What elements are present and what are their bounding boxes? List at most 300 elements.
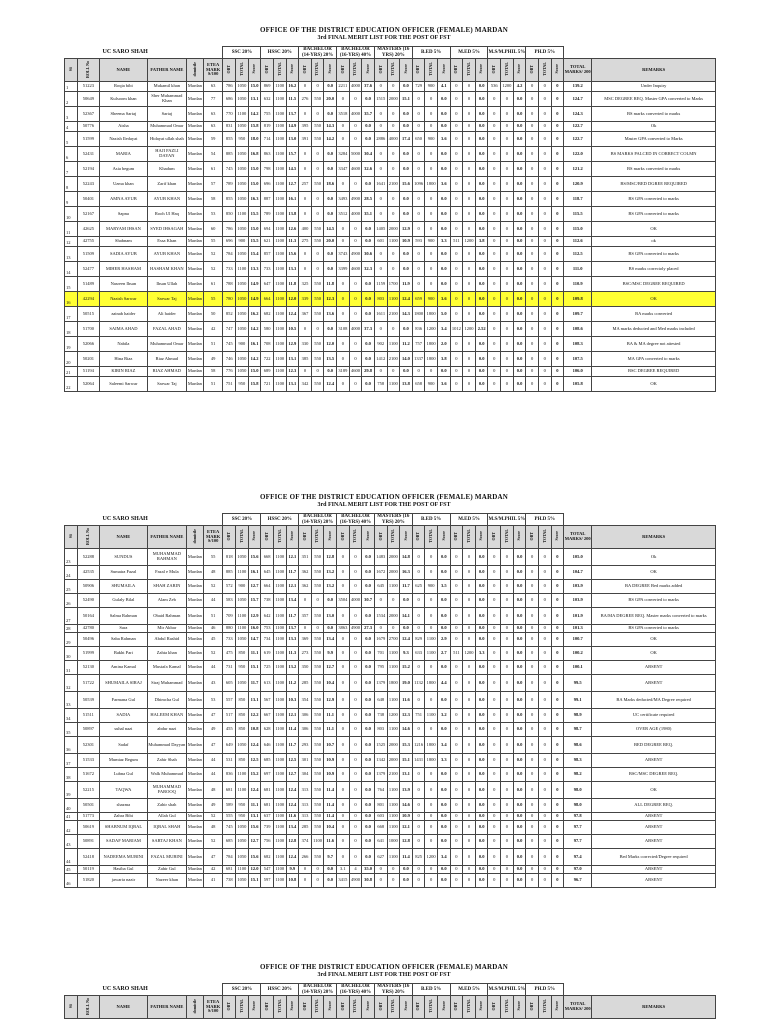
phd-obt: 0 xyxy=(526,608,539,625)
hssc-obt: 685 xyxy=(261,754,274,768)
med-score: 0.0 xyxy=(475,222,488,237)
hssc-score: 13.4 xyxy=(286,594,299,608)
b14-obt: 395 xyxy=(299,122,312,132)
ms-score: 11.2 xyxy=(400,337,413,352)
bed-obt: 0 xyxy=(412,799,425,813)
b14-obt: 0 xyxy=(299,322,312,337)
bed-obt: 0 xyxy=(412,625,425,633)
sub-header-5-0 xyxy=(412,526,425,549)
roll-number: 51511 xyxy=(77,709,99,723)
ssc-total: 1050 xyxy=(236,247,249,262)
candidate-name: NADEEMA MUBINI xyxy=(100,849,148,866)
phd-obt: 0 xyxy=(526,337,539,352)
table-row xyxy=(65,292,716,307)
hssc-total: 1100 xyxy=(273,247,286,262)
roll-number: 51820 xyxy=(77,874,99,888)
phd-score: 0 xyxy=(551,866,564,874)
group-header-5: B.ED 5% xyxy=(412,984,450,996)
sub-header-text: Score xyxy=(327,1001,333,1011)
med-score: 0.0 xyxy=(475,709,488,723)
bed-total: 0 xyxy=(425,835,438,849)
b14-score: 10.4 xyxy=(324,675,337,692)
ssc-total: 1050 xyxy=(236,675,249,692)
b14-score: 11.6 xyxy=(324,835,337,849)
hssc-obt: 738 xyxy=(261,594,274,608)
bed-score: 0.0 xyxy=(437,207,450,222)
domicile: Mardan xyxy=(186,874,203,888)
b16-score: 0.0 xyxy=(362,177,375,192)
ssc-score: 18.0 xyxy=(248,132,261,147)
ms-total: 1100 xyxy=(387,821,400,835)
roll-number: 52418 xyxy=(77,849,99,866)
mph-obt: 0 xyxy=(488,754,501,768)
serial-number: 23 xyxy=(65,549,78,566)
phd-total: 0 xyxy=(538,337,551,352)
remarks-header-spacer xyxy=(592,984,716,996)
sub-header-text: Score xyxy=(327,531,333,541)
phd-score: 0 xyxy=(551,692,564,709)
ssc-total: 1100 xyxy=(236,866,249,874)
ms-obt: 2886 xyxy=(374,132,387,147)
table-row xyxy=(65,192,716,207)
total-marks: 111.0 xyxy=(564,262,592,277)
roll-number: 42755 xyxy=(77,237,99,247)
hssc-total: 1100 xyxy=(273,352,286,367)
domicile-header-text: domicile xyxy=(191,528,197,544)
sub-header-5-2 xyxy=(437,996,450,1019)
b16-total: 4000 xyxy=(349,82,362,92)
med-score: 0.0 xyxy=(475,813,488,821)
b14-total: 550 xyxy=(311,352,324,367)
ssc-total: 1050 xyxy=(236,367,249,377)
bed-score: 0.0 xyxy=(437,661,450,675)
remarks: OK xyxy=(592,633,716,647)
phd-score: 0 xyxy=(551,566,564,580)
etea-marks: 61 xyxy=(203,162,223,177)
sub-header-text: Score xyxy=(251,531,257,541)
sub-header-text: Score xyxy=(327,64,333,74)
ms-total: 1100 xyxy=(387,813,400,821)
b14-total: 550 xyxy=(311,709,324,723)
remarks: OK xyxy=(592,292,716,307)
b14-score: 13.2 xyxy=(324,580,337,594)
b14-total: 0 xyxy=(311,322,324,337)
ssc-obt: 475 xyxy=(223,647,236,661)
group-header-3: BACHELOR (16-YRS) 40% xyxy=(337,514,375,526)
merit-table-2 xyxy=(64,513,716,888)
b14-score: 12.3 xyxy=(324,292,337,307)
med-obt: 0 xyxy=(450,566,463,580)
ssc-score: 10.8 xyxy=(248,723,261,737)
ssc-score: 14.2 xyxy=(248,352,261,367)
sub-header-text: TOTAL xyxy=(427,529,433,543)
father-name: Ali haider xyxy=(147,307,186,322)
bed-score: 3.6 xyxy=(437,177,450,192)
med-score: 0.0 xyxy=(475,849,488,866)
candidate-name: Sara xyxy=(100,625,148,633)
phd-score: 0 xyxy=(551,874,564,888)
hssc-total: 1100 xyxy=(273,132,286,147)
sub-header-text: TOTAL xyxy=(390,62,396,76)
b16-total: 0 xyxy=(349,835,362,849)
bed-obt: 0 xyxy=(412,874,425,888)
sub-header-3-2 xyxy=(362,996,375,1019)
serial-number: 37 xyxy=(65,754,78,768)
b14-obt: 304 xyxy=(299,768,312,782)
hssc-score: 11.3 xyxy=(286,237,299,247)
table-row xyxy=(65,82,716,92)
ms-obt: 0 xyxy=(374,866,387,874)
etea-marks: 50 xyxy=(203,307,223,322)
total-marks: 115.5 xyxy=(564,207,592,222)
b16-obt: 3189 xyxy=(337,367,350,377)
total-marks: 97.7 xyxy=(564,835,592,849)
med-obt: 0 xyxy=(450,147,463,162)
phd-score: 0 xyxy=(551,835,564,849)
roll-number: 51489 xyxy=(77,277,99,292)
father-name: Zahir Gul xyxy=(147,866,186,874)
table-row xyxy=(65,222,716,237)
med-score: 0.0 xyxy=(475,566,488,580)
total-marks: 109.7 xyxy=(564,307,592,322)
ms-obt: 0 xyxy=(374,625,387,633)
hssc-total: 1100 xyxy=(273,292,286,307)
ms-total: 0 xyxy=(387,594,400,608)
phd-obt: 0 xyxy=(526,107,539,122)
med-score: 0.0 xyxy=(475,192,488,207)
bed-total: 0 xyxy=(425,799,438,813)
b16-score: 0.0 xyxy=(362,377,375,392)
hssc-total: 1100 xyxy=(273,625,286,633)
father-name: Allah Gul xyxy=(147,813,186,821)
b14-obt: 362 xyxy=(299,566,312,580)
mph-obt: 0 xyxy=(488,821,501,835)
phd-total: 0 xyxy=(538,633,551,647)
ms-total: 0 xyxy=(387,82,400,92)
b14-obt: 369 xyxy=(299,633,312,647)
table-row xyxy=(65,122,716,132)
sub-header-text: OBT xyxy=(301,1001,307,1011)
father-name: Zarif khan xyxy=(147,177,186,192)
hssc-obt: 664 xyxy=(261,292,274,307)
hssc-score: 11.6 xyxy=(286,813,299,821)
ssc-score: 12.5 xyxy=(248,754,261,768)
bed-score: 3.3 xyxy=(437,237,450,247)
hssc-obt: 613 xyxy=(261,675,274,692)
bed-total: 1800 xyxy=(425,754,438,768)
mph-total: 0 xyxy=(501,352,514,367)
b14-score: 20.0 xyxy=(324,92,337,107)
b16-obt: 0 xyxy=(337,723,350,737)
table-row xyxy=(65,566,716,580)
candidate-name: AMNA AYUB xyxy=(100,192,148,207)
b14-total: 550 xyxy=(311,566,324,580)
med-score: 0.0 xyxy=(475,177,488,192)
group-header-1: HSSC 20% xyxy=(261,984,299,996)
candidate-name: SADIA AYUB xyxy=(100,247,148,262)
candidate-name: Shabnam xyxy=(100,237,148,247)
b14-score: 10.9 xyxy=(324,754,337,768)
b14-score: 0.0 xyxy=(324,625,337,633)
mph-obt: 0 xyxy=(488,849,501,866)
group-header-0: SSC 20% xyxy=(223,984,261,996)
b14-total: 550 xyxy=(311,292,324,307)
roll-number: 52167 xyxy=(77,207,99,222)
ssc-score: 13.3 xyxy=(248,262,261,277)
phd-obt: 0 xyxy=(526,754,539,768)
table-row xyxy=(65,821,716,835)
mph-score: 0.0 xyxy=(513,107,526,122)
med-score: 0.0 xyxy=(475,625,488,633)
b16-score: 0.0 xyxy=(362,849,375,866)
sub-header-text: Score xyxy=(289,64,295,74)
father-name: MUHAMMAD FAROOQ xyxy=(147,782,186,799)
med-total: 0 xyxy=(463,367,476,377)
roll-number: 50201 xyxy=(77,352,99,367)
b14-score: 0.0 xyxy=(324,262,337,277)
bed-score: 0.0 xyxy=(437,222,450,237)
father-header-text: FATHER NAME xyxy=(150,533,184,539)
ssc-score: 13.1 xyxy=(248,692,261,709)
total-marks: 139.2 xyxy=(564,82,592,92)
ssc-obt: 786 xyxy=(223,82,236,92)
hssc-obt: 681 xyxy=(261,782,274,799)
phd-obt: 0 xyxy=(526,768,539,782)
b14-obt: 362 xyxy=(299,580,312,594)
hssc-obt: 863 xyxy=(261,147,274,162)
bed-score: 2.0 xyxy=(437,337,450,352)
etea-marks: 53 xyxy=(203,207,223,222)
b14-score: 12.8 xyxy=(324,549,337,566)
phd-total: 0 xyxy=(538,307,551,322)
b16-score: 30.6 xyxy=(362,247,375,262)
b16-total: 0 xyxy=(349,821,362,835)
med-obt: 0 xyxy=(450,835,463,849)
ms-obt: 1342 xyxy=(374,754,387,768)
phd-total: 0 xyxy=(538,874,551,888)
b14-total: 0 xyxy=(311,367,324,377)
b16-obt: 0 xyxy=(337,692,350,709)
ssc-obt: 855 xyxy=(223,132,236,147)
mph-obt: 0 xyxy=(488,322,501,337)
sub-header-text: Score xyxy=(516,531,522,541)
mph-obt: 0 xyxy=(488,566,501,580)
sub-header-4-2 xyxy=(400,996,413,1019)
phd-score: 0 xyxy=(551,377,564,392)
roll-number: 42780 xyxy=(77,625,99,633)
med-total: 0 xyxy=(463,709,476,723)
father-name: Muhammad Dayyan xyxy=(147,737,186,754)
table-row xyxy=(65,307,716,322)
phd-total: 0 xyxy=(538,799,551,813)
ms-score: 0.0 xyxy=(400,162,413,177)
b16-obt: 0 xyxy=(337,737,350,754)
roll-number: 52431 xyxy=(77,147,99,162)
ssc-total: 1100 xyxy=(236,107,249,122)
remarks-header: REMARKS xyxy=(592,996,716,1019)
hssc-total: 1100 xyxy=(273,207,286,222)
remarks: BS marks converted to marks xyxy=(592,162,716,177)
med-obt: 0 xyxy=(450,723,463,737)
remarks: ABSENT xyxy=(592,675,716,692)
sub-header-1-1 xyxy=(273,59,286,82)
b14-score: 10.4 xyxy=(324,821,337,835)
b16-total: 0 xyxy=(349,377,362,392)
phd-score: 0 xyxy=(551,82,564,92)
candidate-name: jawaria nazir xyxy=(100,874,148,888)
sub-header-0-1 xyxy=(236,59,249,82)
bed-total: 0 xyxy=(425,594,438,608)
b16-obt: 0 xyxy=(337,768,350,782)
sub-header-3-2 xyxy=(362,526,375,549)
hssc-obt: 722 xyxy=(261,352,274,367)
sub-header-text: TOTAL xyxy=(390,529,396,543)
total-marks: 96.7 xyxy=(564,874,592,888)
med-total: 0 xyxy=(463,122,476,132)
bed-score: 0.0 xyxy=(437,192,450,207)
table-row xyxy=(65,608,716,625)
etea-marks: 63 xyxy=(203,107,223,122)
mph-total: 0 xyxy=(501,874,514,888)
ms-total: 0 xyxy=(387,262,400,277)
mph-obt: 0 xyxy=(488,608,501,625)
domicile: Mardan xyxy=(186,367,203,377)
phd-obt: 0 xyxy=(526,549,539,566)
ms-obt: 1515 xyxy=(374,92,387,107)
mph-total: 0 xyxy=(501,237,514,247)
ssc-score: 16.2 xyxy=(248,307,261,322)
bed-score: 0.0 xyxy=(437,147,450,162)
med-total: 0 xyxy=(463,661,476,675)
bed-obt: 0 xyxy=(412,147,425,162)
bed-total: 0 xyxy=(425,192,438,207)
b14-total: 550 xyxy=(311,277,324,292)
bed-obt: 1800 xyxy=(412,307,425,322)
sub-header-0-1 xyxy=(236,526,249,549)
b14-obt: 313 xyxy=(299,782,312,799)
bed-obt: 650 xyxy=(412,132,425,147)
ssc-obt: 885 xyxy=(223,566,236,580)
serial-number: 42 xyxy=(65,821,78,835)
school-name: UC SARO SHAH xyxy=(102,985,148,992)
sub-header-5-0 xyxy=(412,59,425,82)
bed-obt: 0 xyxy=(412,723,425,737)
phd-total: 0 xyxy=(538,709,551,723)
med-score: 0.0 xyxy=(475,866,488,874)
candidate-name: Salma Rahman xyxy=(100,608,148,625)
domicile: Mardan xyxy=(186,377,203,392)
hssc-obt: 632 xyxy=(261,92,274,107)
hssc-obt: 756 xyxy=(261,835,274,849)
mph-total: 0 xyxy=(501,709,514,723)
remarks: BED DEGREE REQ. xyxy=(592,737,716,754)
b16-total: 4000 xyxy=(349,107,362,122)
hssc-obt: 694 xyxy=(261,222,274,237)
ms-total: 1100 xyxy=(387,647,400,661)
bed-score: 3.6 xyxy=(437,292,450,307)
mph-total: 0 xyxy=(501,608,514,625)
b16-total: 4900 xyxy=(349,192,362,207)
b16-total: 0 xyxy=(349,549,362,566)
bed-obt: 593 xyxy=(412,237,425,247)
sub-header-text: OBT xyxy=(453,531,459,541)
father-name: RIAZ AHMAD xyxy=(147,367,186,377)
phd-score: 0 xyxy=(551,709,564,723)
sub-header-text: OBT xyxy=(415,1001,421,1011)
b16-obt: 0 xyxy=(337,754,350,768)
bed-score: 0.0 xyxy=(437,799,450,813)
sub-header-text: Score xyxy=(364,531,370,541)
phd-obt: 0 xyxy=(526,292,539,307)
sub-header-6-1 xyxy=(463,526,476,549)
b14-total: 0 xyxy=(311,147,324,162)
mph-total: 0 xyxy=(501,813,514,821)
candidate-name: Sheema Sartaj xyxy=(100,107,148,122)
hssc-score: 12.4 xyxy=(286,849,299,866)
remarks: ABSENT xyxy=(592,835,716,849)
sub-header-text: OBT xyxy=(263,1001,269,1011)
hssc-obt: 689 xyxy=(261,367,274,377)
total-marks: 112.6 xyxy=(564,237,592,247)
hssc-score: 10.5 xyxy=(286,322,299,337)
b14-total: 0 xyxy=(311,262,324,277)
father-header-text: FATHER NAME xyxy=(150,1003,184,1009)
roll-number: 50401 xyxy=(77,192,99,207)
remarks: ABSENT xyxy=(592,821,716,835)
etea-marks: 48 xyxy=(203,821,223,835)
mph-total: 0 xyxy=(501,377,514,392)
etea-marks: 42 xyxy=(203,322,223,337)
hssc-score: 12.1 xyxy=(286,549,299,566)
etea-marks: 52 xyxy=(203,580,223,594)
table-row xyxy=(65,107,716,122)
phd-obt: 0 xyxy=(526,594,539,608)
mph-score: 0.0 xyxy=(513,768,526,782)
med-total: 0 xyxy=(463,262,476,277)
b14-total: 0 xyxy=(311,107,324,122)
total-marks: 115.0 xyxy=(564,222,592,237)
med-score: 0.0 xyxy=(475,92,488,107)
total-marks: 98.0 xyxy=(564,782,592,799)
table-row xyxy=(65,675,716,692)
ssc-total: 1050 xyxy=(236,549,249,566)
sub-header-text: Score xyxy=(478,64,484,74)
b16-obt: 0 xyxy=(337,277,350,292)
b14-total: 550 xyxy=(311,661,324,675)
ms-obt: 0 xyxy=(374,594,387,608)
table-row xyxy=(65,692,716,709)
bed-total: 0 xyxy=(425,866,438,874)
phd-total: 0 xyxy=(538,625,551,633)
b16-score: 0.0 xyxy=(362,122,375,132)
serial-number: 7 xyxy=(65,162,78,177)
domicile: Mardan xyxy=(186,92,203,107)
candidate-name: TAQWA xyxy=(100,782,148,799)
etea-marks: 44 xyxy=(203,768,223,782)
b16-total: 0 xyxy=(349,337,362,352)
b16-obt: 0 xyxy=(337,92,350,107)
b16-total: 0 xyxy=(349,849,362,866)
med-total: 0 xyxy=(463,177,476,192)
group-header-6: M.ED 5% xyxy=(450,514,488,526)
b14-obt: 400 xyxy=(299,222,312,237)
ssc-obt: 852 xyxy=(223,307,236,322)
remarks: OK xyxy=(592,782,716,799)
hssc-score: 13.3 xyxy=(286,262,299,277)
bed-obt: 633 xyxy=(412,647,425,661)
sub-header-2-2 xyxy=(324,59,337,82)
b16-obt: 0 xyxy=(337,580,350,594)
